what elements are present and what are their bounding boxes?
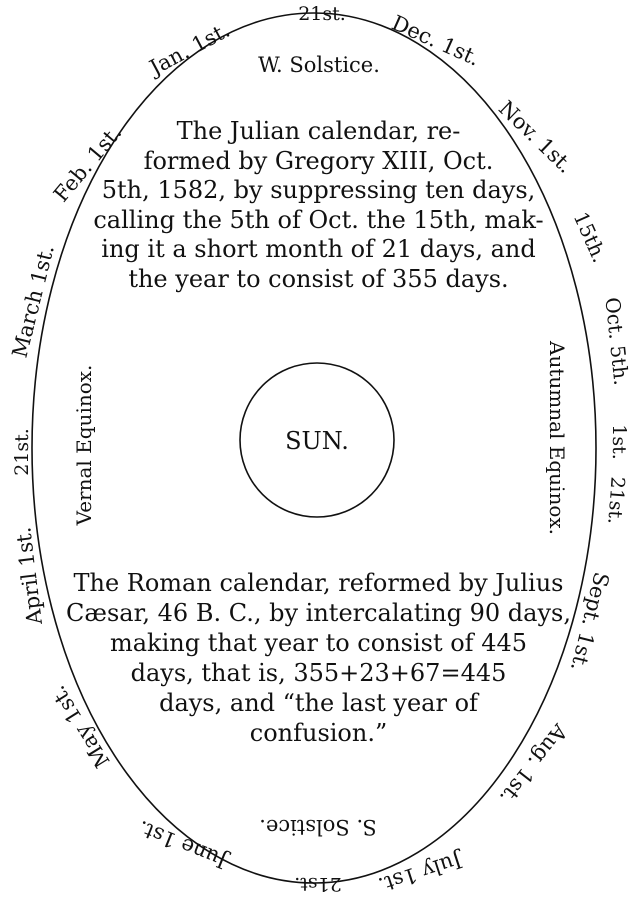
date-label-bottom-21st: 21st. <box>294 873 342 895</box>
roman-line: days, and “the last year of <box>159 689 478 717</box>
date-label-left-21st: 21st. <box>11 428 33 476</box>
date-label-dec-1st: Dec. 1st. <box>388 10 484 71</box>
date-label-aug-1st: Aug. 1st. <box>494 719 573 810</box>
summer-solstice-label: S. Solstice. <box>259 815 377 839</box>
roman-line: confusion.” <box>249 719 388 747</box>
date-label-right-21st: 21st. <box>603 475 629 525</box>
julian-calendar-text <box>60 117 577 294</box>
roman-line: The Roman calendar, reformed by Julius <box>73 569 564 597</box>
date-label-sept-1st: Sept. 1st. <box>565 569 614 674</box>
julian-line: The Julian calendar, re- <box>176 117 461 145</box>
roman-line: days, that is, 355+23+67=445 <box>130 659 507 687</box>
date-label-april-1st: April 1st. <box>11 525 47 626</box>
autumnal-equinox-label: Autumnal Equinox. <box>545 340 569 536</box>
date-label-oct-5th: Oct. 5th. <box>600 296 634 387</box>
sun-label: SUN. <box>285 427 349 455</box>
date-label-nov-1st: Nov. 1st. <box>494 96 578 178</box>
date-label-march-1st: March 1st. <box>7 242 59 361</box>
date-label-may-1st: May 1st. <box>45 681 115 773</box>
roman-calendar-text <box>50 568 587 748</box>
winter-solstice-label: W. Solstice. <box>258 53 380 77</box>
date-label-right-1st: 1st. <box>608 424 630 460</box>
julian-line: calling the 5th of Oct. the 15th, mak- <box>93 205 544 234</box>
date-label-july-1st: July 1st. <box>375 847 465 898</box>
date-label-feb-1st: Feb. 1st. <box>48 120 127 207</box>
julian-line: ing it a short month of 21 days, and <box>101 235 536 263</box>
julian-line: the year to consist of 355 days. <box>128 264 509 293</box>
roman-line: making that year to consist of 445 <box>109 629 527 657</box>
julian-line: 5th, 1582, by suppressing ten days, <box>101 176 536 204</box>
date-label-top-21st: 21st. <box>298 3 346 25</box>
date-label-jan-1st: Jan. 1st. <box>145 17 234 80</box>
date-label-oct-15th: 15th. <box>568 208 613 267</box>
roman-line: Cæsar, 46 B. C., by intercalating 90 days, <box>66 599 571 627</box>
vernal-equinox-label: Vernal Equinox. <box>72 364 96 526</box>
date-label-june-1st: June 1st. <box>134 815 231 874</box>
julian-line: formed by Gregory XIII, Oct. <box>143 146 494 175</box>
